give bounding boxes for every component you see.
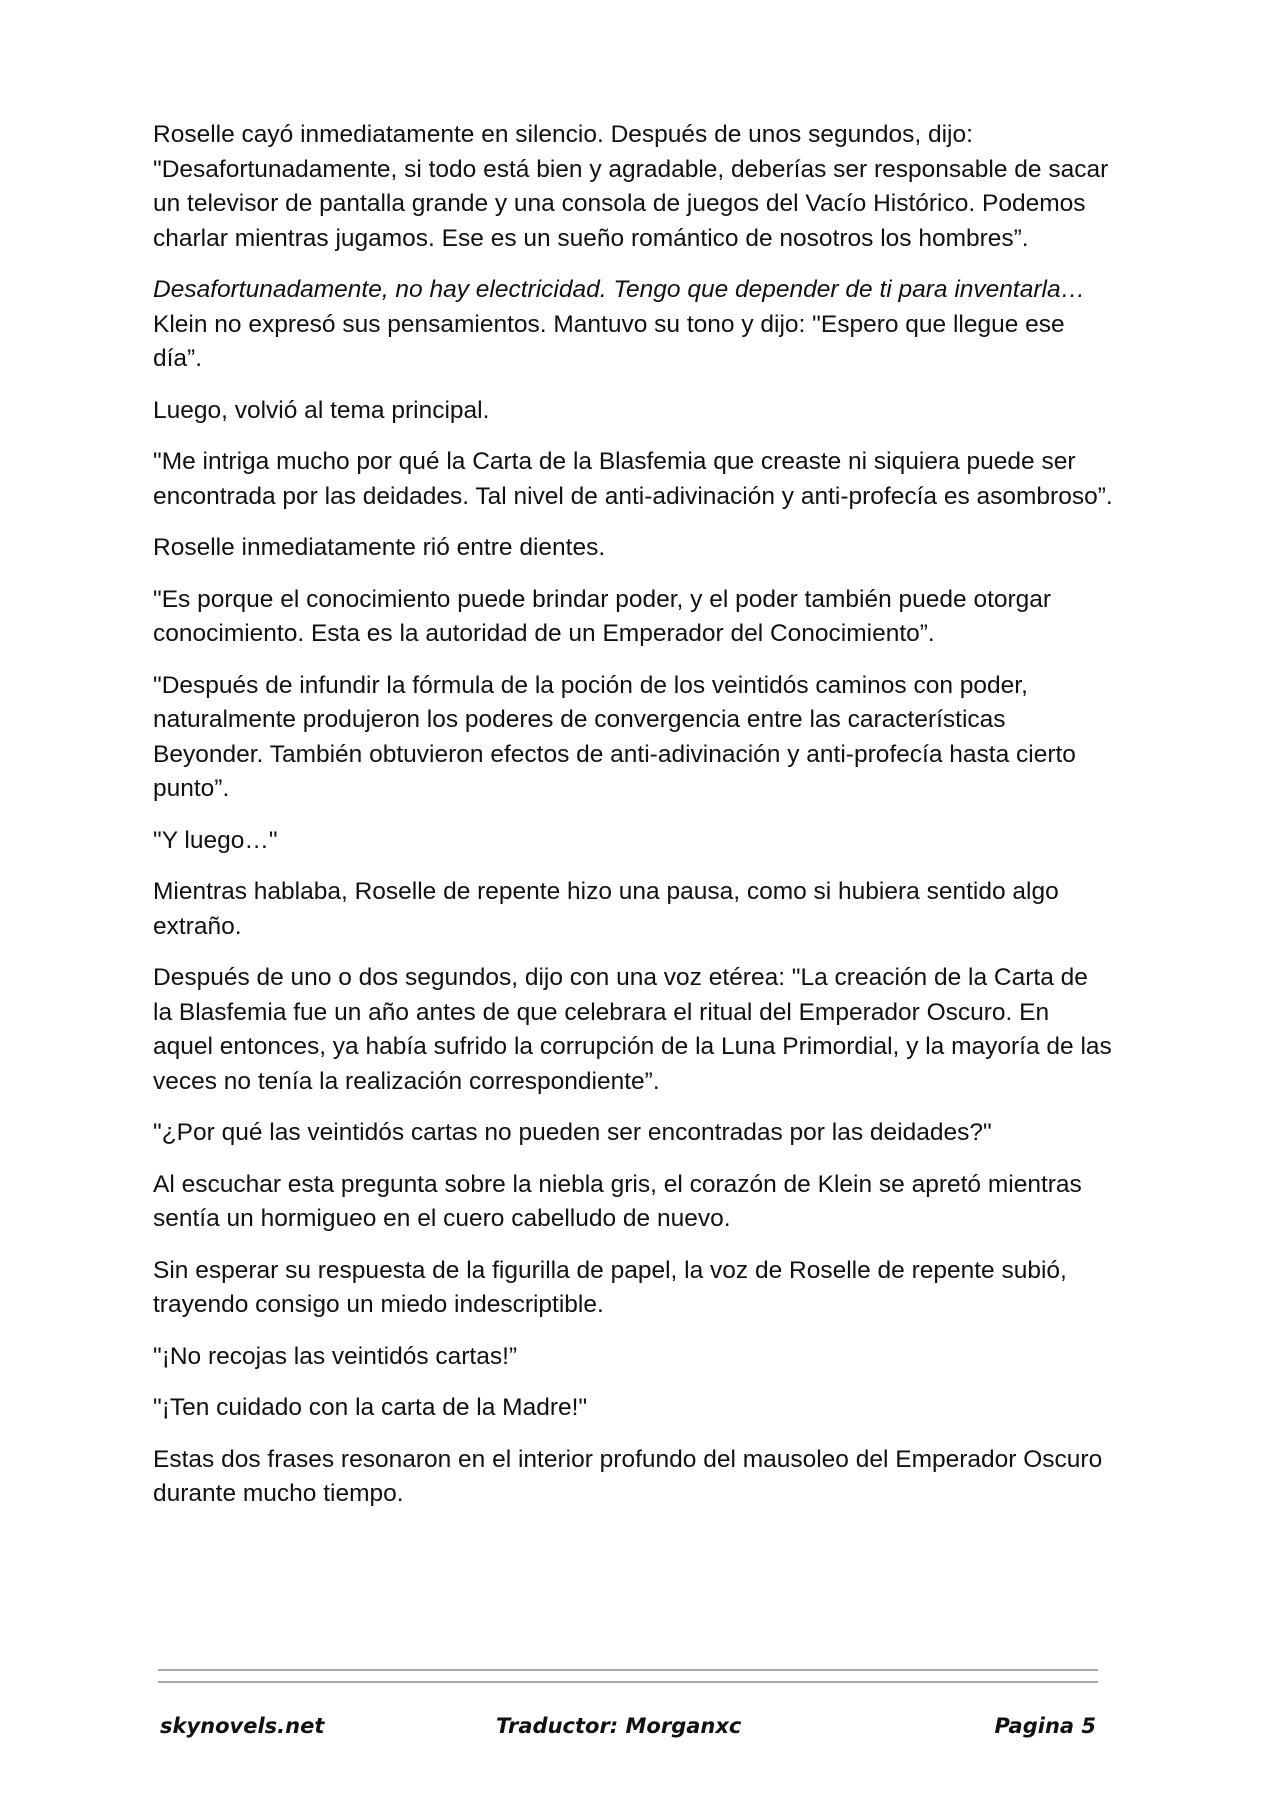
paragraph: "¡No recojas las veintidós cartas!”: [153, 1342, 518, 1370]
paragraph: "¿Por qué las veintidós cartas no pueden ser encontradas por las deidades?": [153, 1119, 992, 1146]
paragraph: "¡Ten cuidado con la carta de la Madre!": [153, 1394, 588, 1421]
footer-divider-bottom: [158, 1681, 1098, 1683]
page-footer: [158, 1714, 1098, 1746]
paragraph: Al escuchar esta pregunta sobre la niebla gris, el corazón de Klein se apretó mientras sentía un hormigueo en el cuero cabelludo de nuevo.: [153, 1170, 1082, 1232]
document-body: [153, 118, 1113, 1529]
paragraph: "Es porque el conocimiento puede brindar poder, y el poder también puede otorgar conocimiento. Esta es la autoridad de un Emperador del Conocimiento”.: [153, 585, 1052, 647]
footer-site: skynovels.net: [160, 1714, 325, 1738]
paragraph: "Después de infundir la fórmula de la poción de los veintidós caminos con poder, naturalmente produjeron los poderes de convergencia entre las características Beyonder. También obtuvieron efectos de anti-adivinación y anti-profecía hasta cierto punto”.: [153, 671, 1076, 802]
italic-thought: Desafortunadamente, no hay electricidad. Tengo que depender de ti para inventarla…: [153, 276, 1086, 303]
footer-translator: Traductor: Morganxc: [496, 1714, 742, 1738]
paragraph: Luego, volvió al tema principal.: [153, 396, 490, 424]
paragraph: "Me intriga mucho por qué la Carta de la Blasfemia que creaste ni siquiera puede ser encontrada por las deidades. Tal nivel de anti-adivinación y anti-profecía es asombroso”.: [153, 448, 1113, 510]
paragraph: Roselle cayó inmediatamente en silencio. Después de unos segundos, dijo: "Desafortunadamente, si todo está bien y agradable, deberías ser responsable de sacar un televisor de pantalla grande y una consola de juegos del Vacío Histórico. Podemos charlar mientras jugamos. Ese es un sueño romántico de nosotros los hombres”.: [153, 121, 1109, 252]
paragraph: Roselle inmediatamente rió entre dientes.: [153, 534, 606, 561]
paragraph-text: Klein no expresó sus pensamientos. Mantuvo su tono y dijo: "Espero que llegue ese día”.: [153, 310, 1065, 372]
paragraph: Estas dos frases resonaron en el interior profundo del mausoleo del Emperador Oscuro durante mucho tiempo.: [153, 1445, 1103, 1507]
paragraph: Mientras hablaba, Roselle de repente hizo una pausa, como si hubiera sentido algo extraño.: [153, 878, 1059, 940]
footer-page-number: Pagina 5: [994, 1714, 1096, 1738]
paragraph: "Y luego…": [153, 826, 278, 854]
paragraph: [153, 273, 1113, 377]
paragraph: Después de uno o dos segundos, dijo con una voz etérea: "La creación de la Carta de la Blasfemia fue un año antes de que celebrara el ritual del Emperador Oscuro. En aquel entonces, ya había sufrido la corrupción de la Luna Primordial, y la mayoría de las veces no tenía la realización correspondiente”.: [153, 964, 1112, 1095]
paragraph: Sin esperar su respuesta de la figurilla de papel, la voz de Roselle de repente subió, trayendo consigo un miedo indescriptible.: [153, 1256, 1067, 1318]
footer-divider-top: [158, 1669, 1098, 1671]
